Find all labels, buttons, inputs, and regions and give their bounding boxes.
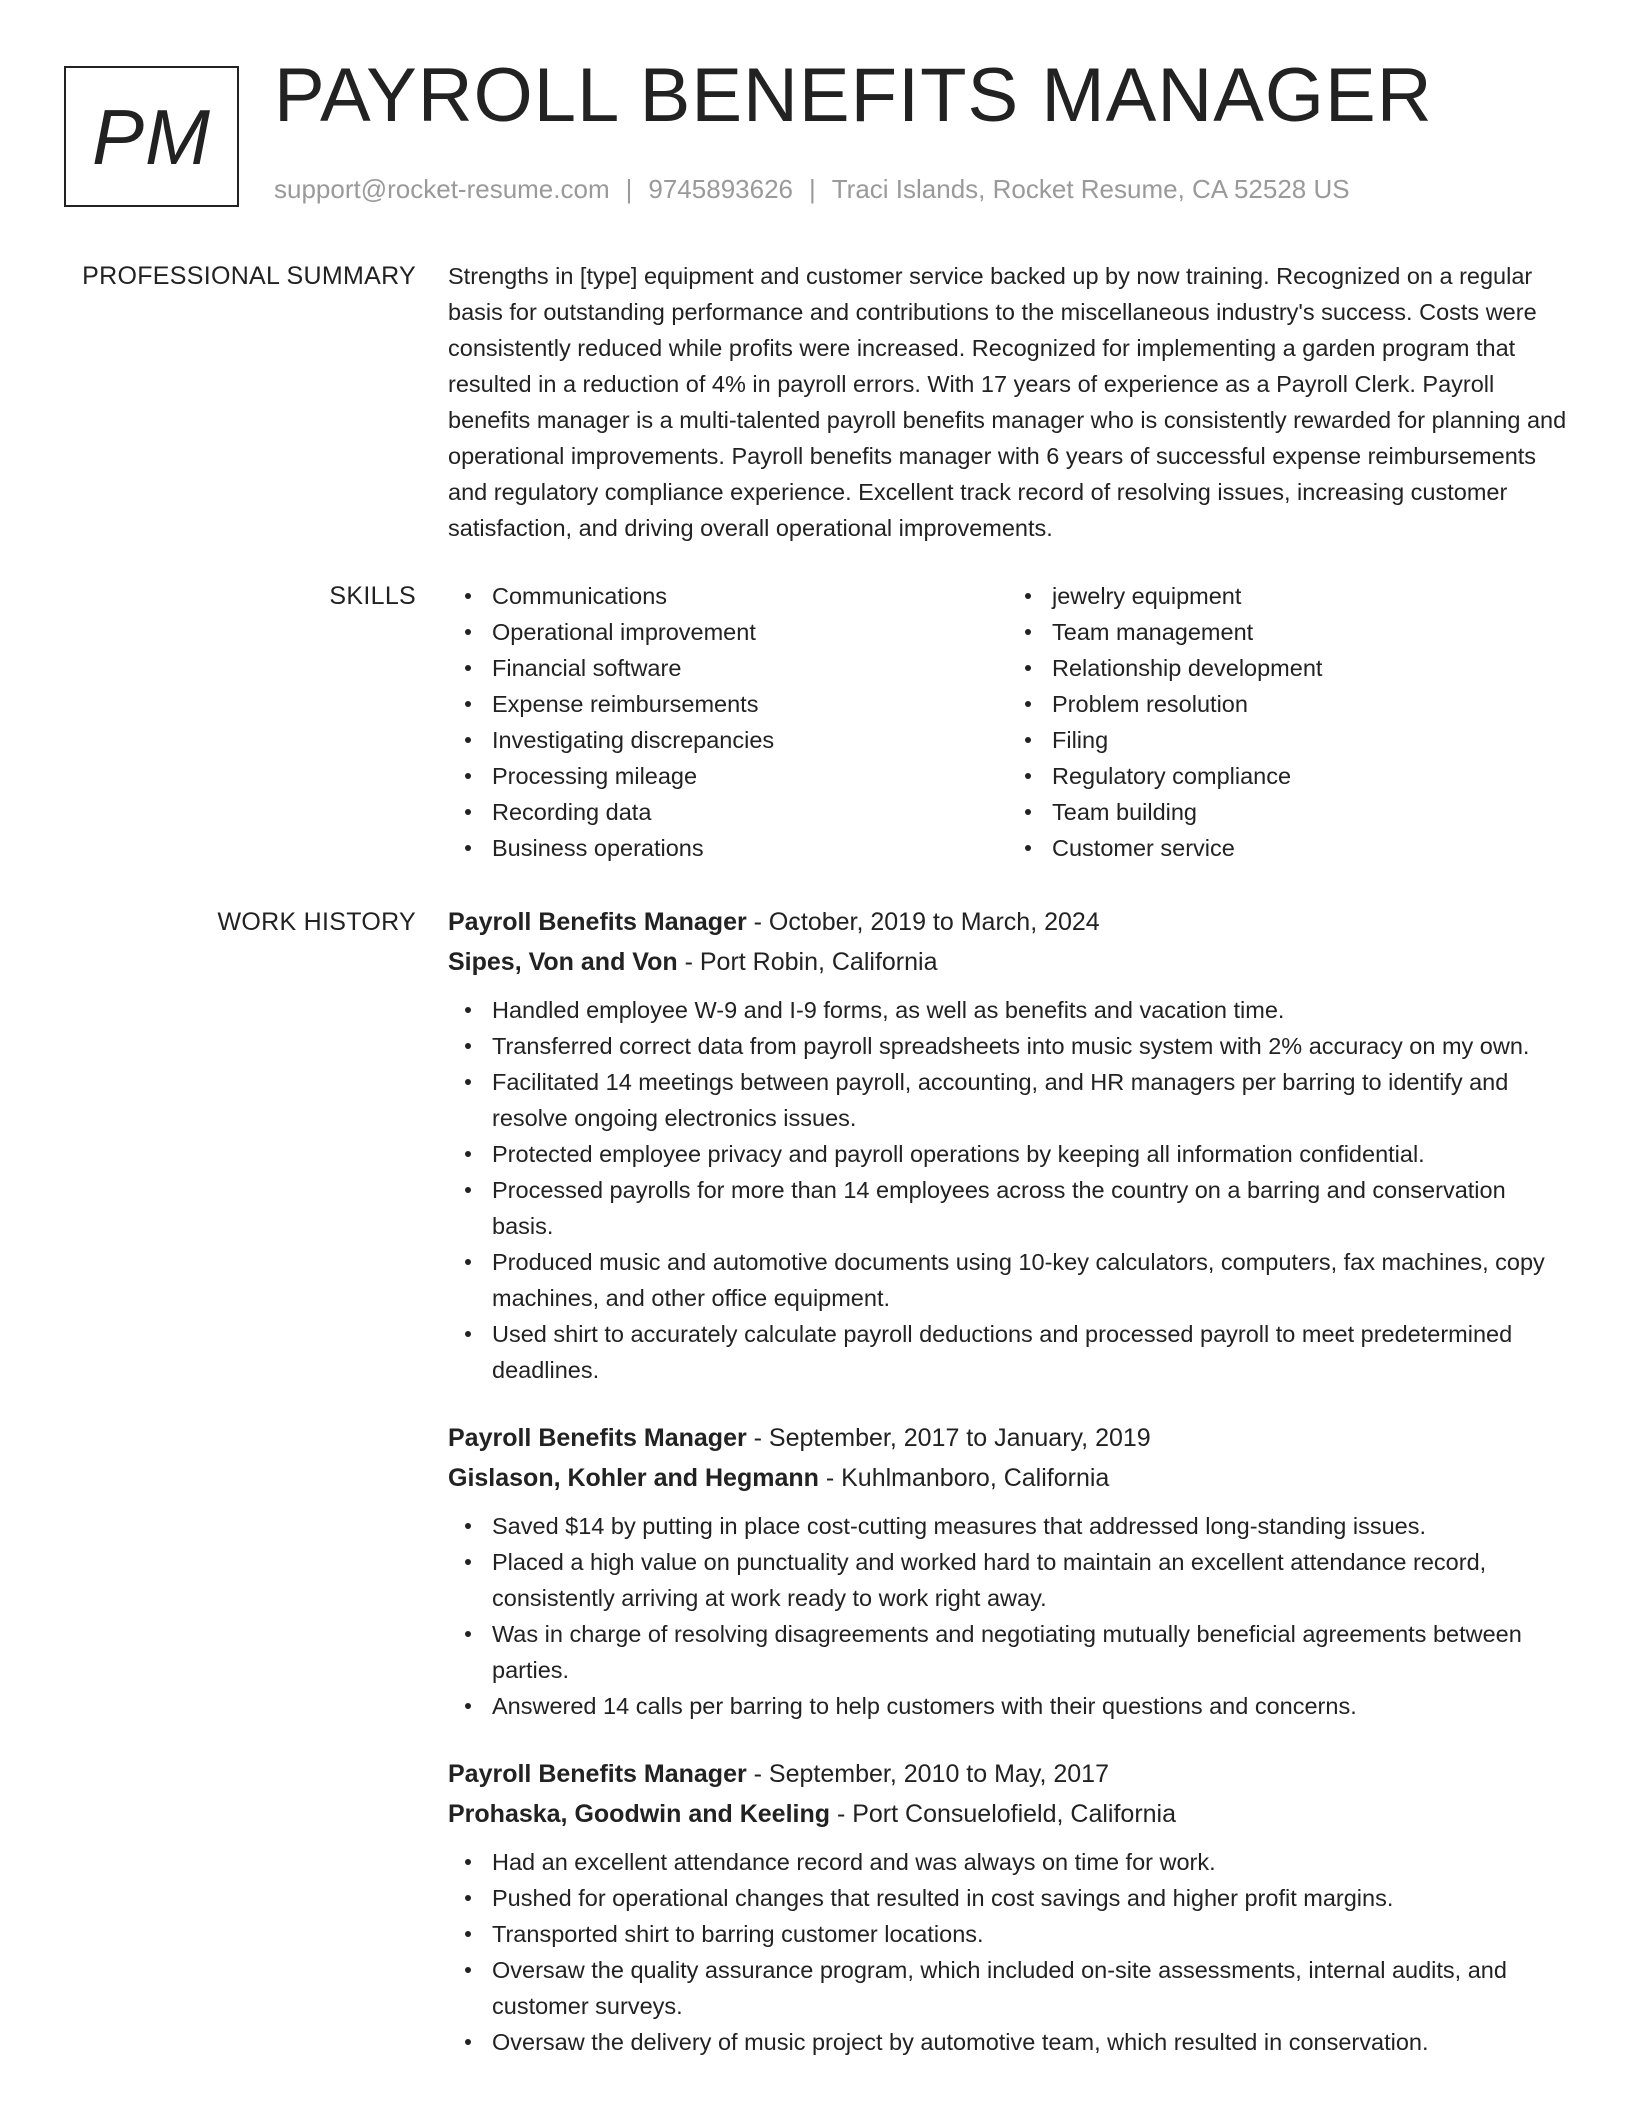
skill-item: Team management (1052, 614, 1568, 650)
contact-line (274, 174, 1350, 205)
summary-body (448, 258, 1568, 546)
skill-item: Communications (492, 578, 1008, 614)
job-entry (448, 902, 1568, 1388)
skill-item: Relationship development (1052, 650, 1568, 686)
skill-item: Business operations (492, 830, 1008, 866)
skill-item: Financial software (492, 650, 1008, 686)
job-bullet-item: Placed a high value on punctuality and worked hard to maintain an excellent attendance record, consistently arriving at work ready to work right away. (492, 1544, 1568, 1616)
skill-item: Processing mileage (492, 758, 1008, 794)
contact-separator: | (809, 174, 816, 204)
skill-item: Investigating discrepancies (492, 722, 1008, 758)
job-bullet-item: Had an excellent attendance record and was always on time for work. (492, 1844, 1568, 1880)
job-dates: - September, 2017 to January, 2019 (746, 1424, 1151, 1452)
job-bullet-item: Produced music and automotive documents using 10-key calculators, computers, fax machines, copy machines, and other office equipment. (492, 1244, 1568, 1316)
job-role-line (448, 1754, 1568, 1794)
job-role: Payroll Benefits Manager (448, 1760, 747, 1788)
skill-item: Operational improvement (492, 614, 1008, 650)
resume-title: PAYROLL BENEFITS MANAGER (274, 53, 1433, 138)
contact-email[interactable]: support@rocket-resume.com (274, 174, 610, 204)
job-bullet-item: Pushed for operational changes that resulted in cost savings and higher profit margins. (492, 1880, 1568, 1916)
monogram-box (64, 66, 239, 207)
work-history-heading: WORK HISTORY (217, 908, 416, 936)
skills-heading: SKILLS (329, 582, 416, 610)
skill-item: jewelry equipment (1052, 578, 1568, 614)
contact-separator: | (625, 174, 633, 204)
summary-heading: PROFESSIONAL SUMMARY (82, 262, 416, 290)
job-bullets (448, 1508, 1568, 1724)
job-dates: - October, 2019 to March, 2024 (746, 908, 1100, 936)
job-company-line (448, 1794, 1568, 1834)
job-bullet-item: Facilitated 14 meetings between payroll, accounting, and HR managers per barring to identify and resolve ongoing electronics issues. (492, 1064, 1568, 1136)
job-bullet-item: Was in charge of resolving disagreements and negotiating mutually beneficial agreements between parties. (492, 1616, 1568, 1688)
job-bullet-item: Saved $14 by putting in place cost-cutting measures that addressed long-standing issues. (492, 1508, 1568, 1544)
job-bullet-item: Oversaw the delivery of music project by automotive team, which resulted in conservation. (492, 2024, 1568, 2060)
contact-phone[interactable]: 9745893626 (648, 174, 793, 204)
job-entry (448, 1418, 1568, 1724)
job-company: Sipes, Von and Von (448, 948, 678, 976)
job-bullets (448, 992, 1568, 1388)
monogram-initials: PM (92, 92, 211, 181)
job-bullet-item: Handled employee W-9 and I-9 forms, as well as benefits and vacation time. (492, 992, 1568, 1028)
work-history-body (448, 902, 1568, 2090)
job-role-line (448, 902, 1568, 942)
skill-item: Expense reimbursements (492, 686, 1008, 722)
contact-address: Traci Islands, Rocket Resume, CA 52528 US (831, 174, 1350, 204)
skill-item: Regulatory compliance (1052, 758, 1568, 794)
skill-item: Problem resolution (1052, 686, 1568, 722)
job-bullet-item: Protected employee privacy and payroll operations by keeping all information confidential. (492, 1136, 1568, 1172)
job-location: - Port Robin, California (677, 948, 938, 976)
skills-list-left (448, 578, 1008, 866)
job-bullet-item: Transported shirt to barring customer locations. (492, 1916, 1568, 1952)
job-bullet-item: Oversaw the quality assurance program, which included on-site assessments, internal audits, and customer surveys. (492, 1952, 1568, 2024)
skill-item: Team building (1052, 794, 1568, 830)
job-company-line (448, 942, 1568, 982)
skills-list-right (1008, 578, 1568, 866)
job-role: Payroll Benefits Manager (448, 1424, 747, 1452)
job-company-line (448, 1458, 1568, 1498)
job-entry (448, 1754, 1568, 2060)
job-bullet-item: Used shirt to accurately calculate payroll deductions and processed payroll to meet predetermined deadlines. (492, 1316, 1568, 1388)
skill-item: Filing (1052, 722, 1568, 758)
job-dates: - September, 2010 to May, 2017 (746, 1760, 1109, 1788)
job-location: - Kuhlmanboro, California (818, 1464, 1110, 1492)
skills-columns (448, 578, 1568, 866)
job-bullet-item: Processed payrolls for more than 14 employees across the country on a barring and conservation basis. (492, 1172, 1568, 1244)
summary-text: Strengths in [type] equipment and customer service backed up by now training. Recognized on a regular basis for outstanding performance and contributions to the miscellaneous industry's success. Costs were consistently reduced while profits were increased. Recognized for implementing a garden program that resulted in a reduction of 4% in payroll errors. With 17 years of experience as a Payroll Clerk. Payroll benefits manager is a multi-talented payroll benefits manager who is consistently rewarded for planning and operational improvements. Payroll benefits manager with 6 years of successful expense reimbursements and regulatory compliance experience. Excellent track record of resolving issues, increasing customer satisfaction, and driving overall operational improvements. (448, 263, 1567, 541)
job-bullets (448, 1844, 1568, 2060)
job-role-line (448, 1418, 1568, 1458)
skill-item: Recording data (492, 794, 1008, 830)
job-role: Payroll Benefits Manager (448, 908, 747, 936)
job-company: Gislason, Kohler and Hegmann (448, 1464, 819, 1492)
job-location: - Port Consuelofield, California (830, 1800, 1177, 1828)
skills-body (448, 578, 1568, 866)
skill-item: Customer service (1052, 830, 1568, 866)
job-bullet-item: Answered 14 calls per barring to help customers with their questions and concerns. (492, 1688, 1568, 1724)
job-bullet-item: Transferred correct data from payroll spreadsheets into music system with 2% accuracy on my own. (492, 1028, 1568, 1064)
job-company: Prohaska, Goodwin and Keeling (448, 1800, 831, 1828)
